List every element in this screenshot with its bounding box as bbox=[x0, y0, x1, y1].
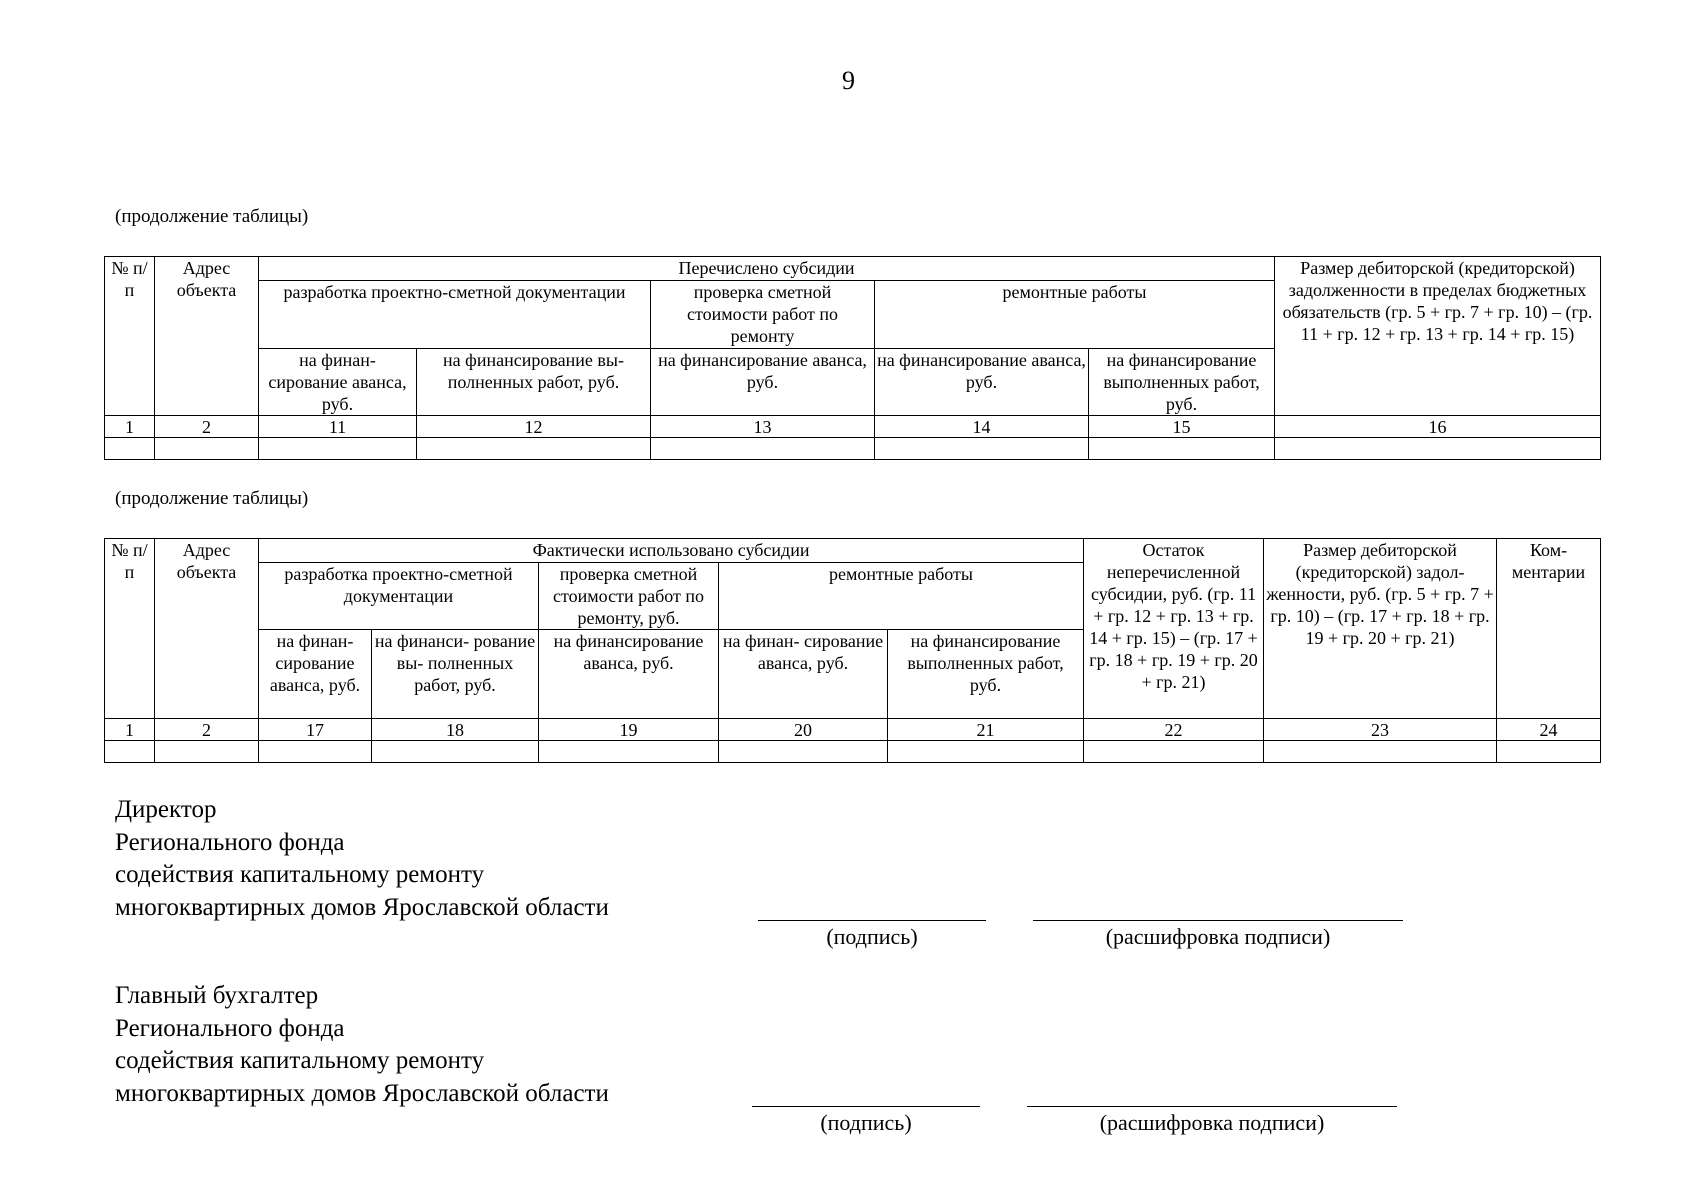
signature-decoding-caption: (расшифровка подписи) bbox=[1099, 1110, 1325, 1135]
column-number: 2 bbox=[155, 416, 259, 438]
column-number: 13 bbox=[651, 416, 875, 438]
header-subsidy-transferred: Перечислено субсидии bbox=[259, 257, 1275, 281]
table-cell bbox=[155, 438, 259, 460]
header-untransferred-remainder: Остаток неперечисленной субсидии, руб. (гр. 11 + гр. 12 + гр. 13 + гр. 14 + гр. 15) – (гр. 17 + гр. 18 + гр. 19 + гр. 20 + гр. 21) bbox=[1084, 539, 1264, 719]
table-continuation-note: (продолжение таблицы) bbox=[115, 488, 309, 509]
header-debt-within-obligations: Размер дебиторской (кредиторской) задолженности в пределах бюджетных обязательств (гр. 5 + гр. 7 + гр. 10) – (гр. 11 + гр. 12 + гр. 13 + гр. 14 + гр. 15) bbox=[1275, 257, 1601, 416]
empty-data-row bbox=[105, 741, 1601, 763]
header-object-address: Адрес объекта bbox=[155, 539, 259, 719]
empty-data-row bbox=[105, 438, 1601, 460]
column-number: 20 bbox=[719, 719, 888, 741]
subsidy-used-table bbox=[104, 538, 1601, 763]
signature-decoding-line bbox=[1033, 920, 1403, 921]
table-cell bbox=[259, 741, 372, 763]
chief-accountant-signature-block bbox=[115, 980, 609, 1110]
column-number: 1 bbox=[105, 416, 155, 438]
header-repair-advance: на финансирование аванса, руб. bbox=[875, 349, 1089, 416]
column-number: 24 bbox=[1497, 719, 1601, 741]
signer-organization: содействия капитальному ремонту bbox=[115, 861, 485, 888]
table-cell bbox=[888, 741, 1084, 763]
column-number: 15 bbox=[1089, 416, 1275, 438]
signer-organization: многоквартирных домов Ярославской области bbox=[115, 1079, 609, 1107]
header-design-completed: на финансирование вы- полненных работ, руб. bbox=[417, 349, 651, 416]
header-design-advance: на финан- сирование аванса, руб. bbox=[259, 630, 372, 719]
column-number: 12 bbox=[417, 416, 651, 438]
director-signature-block bbox=[115, 794, 609, 924]
page-number: 9 bbox=[842, 66, 855, 95]
header-object-address: Адрес объекта bbox=[155, 257, 259, 416]
column-number: 1 bbox=[105, 719, 155, 741]
column-number: 11 bbox=[259, 416, 417, 438]
column-number: 18 bbox=[372, 719, 539, 741]
header-subsidy-used: Фактически использовано субсидии bbox=[259, 539, 1084, 563]
table-cell bbox=[105, 741, 155, 763]
header-repair-completed: на финансирование выполненных работ, руб. bbox=[888, 630, 1084, 719]
signature-decoding-caption: (расшифровка подписи) bbox=[1105, 924, 1331, 949]
header-estimate-check: проверка сметной стоимости работ по ремонту bbox=[651, 281, 875, 349]
signer-organization: многоквартирных домов Ярославской области bbox=[115, 893, 609, 921]
header-comments: Ком- ментарии bbox=[1497, 539, 1601, 719]
header-row-number: № п/п bbox=[105, 257, 155, 416]
header-estimate-advance: на финансирование аванса, руб. bbox=[651, 349, 875, 416]
header-repair-advance: на финан- сирование аванса, руб. bbox=[719, 630, 888, 719]
table-cell bbox=[259, 438, 417, 460]
table-cell bbox=[651, 438, 875, 460]
header-design-documentation: разработка проектно-сметной документации bbox=[259, 563, 539, 630]
signature-decoding-line bbox=[1027, 1106, 1397, 1107]
signature-caption: (подпись) bbox=[820, 1110, 912, 1135]
signer-position: Директор bbox=[115, 796, 217, 823]
signature-line bbox=[752, 1106, 980, 1107]
column-number: 22 bbox=[1084, 719, 1264, 741]
table-cell bbox=[875, 438, 1089, 460]
header-row-number: № п/п bbox=[105, 539, 155, 719]
header-debt: Размер дебиторской (кредиторской) задол- женности, руб. (гр. 5 + гр. 7 + гр. 10) – (гр. 17 + гр. 18 + гр. 19 + гр. 20 + гр. 21) bbox=[1264, 539, 1497, 719]
header-repair-works: ремонтные работы bbox=[719, 563, 1084, 630]
column-number: 2 bbox=[155, 719, 259, 741]
column-number-row bbox=[105, 719, 1601, 741]
subsidy-transferred-table bbox=[104, 256, 1601, 460]
signature-caption: (подпись) bbox=[826, 924, 918, 949]
column-number-row bbox=[105, 416, 1601, 438]
table-cell bbox=[105, 438, 155, 460]
column-number: 21 bbox=[888, 719, 1084, 741]
column-number: 23 bbox=[1264, 719, 1497, 741]
signer-organization: содействия капитальному ремонту bbox=[115, 1047, 485, 1074]
column-number: 19 bbox=[539, 719, 719, 741]
table-cell bbox=[1264, 741, 1497, 763]
table-continuation-note: (продолжение таблицы) bbox=[115, 206, 309, 227]
table-cell bbox=[1275, 438, 1601, 460]
header-design-advance: на финан- сирование аванса, руб. bbox=[259, 349, 417, 416]
table-cell bbox=[1084, 741, 1264, 763]
column-number: 16 bbox=[1275, 416, 1601, 438]
table-cell bbox=[539, 741, 719, 763]
signer-position: Главный бухгалтер bbox=[115, 982, 319, 1009]
header-repair-completed: на финансирование выполненных работ, руб. bbox=[1089, 349, 1275, 416]
table-cell bbox=[372, 741, 539, 763]
signer-organization: Регионального фонда bbox=[115, 828, 345, 856]
table-cell bbox=[1497, 741, 1601, 763]
column-number: 17 bbox=[259, 719, 372, 741]
table-cell bbox=[1089, 438, 1275, 460]
header-estimate-check: проверка сметной стоимости работ по ремонту, руб. bbox=[539, 563, 719, 630]
header-repair-works: ремонтные работы bbox=[875, 281, 1275, 349]
table-cell bbox=[155, 741, 259, 763]
column-number: 14 bbox=[875, 416, 1089, 438]
signature-line bbox=[758, 920, 986, 921]
header-estimate-advance: на финансирование аванса, руб. bbox=[539, 630, 719, 719]
table-cell bbox=[417, 438, 651, 460]
table-cell bbox=[719, 741, 888, 763]
header-design-completed: на финанси- рование вы- полненных работ, руб. bbox=[372, 630, 539, 719]
header-design-documentation: разработка проектно-сметной документации bbox=[259, 281, 651, 349]
signer-organization: Регионального фонда bbox=[115, 1014, 345, 1042]
